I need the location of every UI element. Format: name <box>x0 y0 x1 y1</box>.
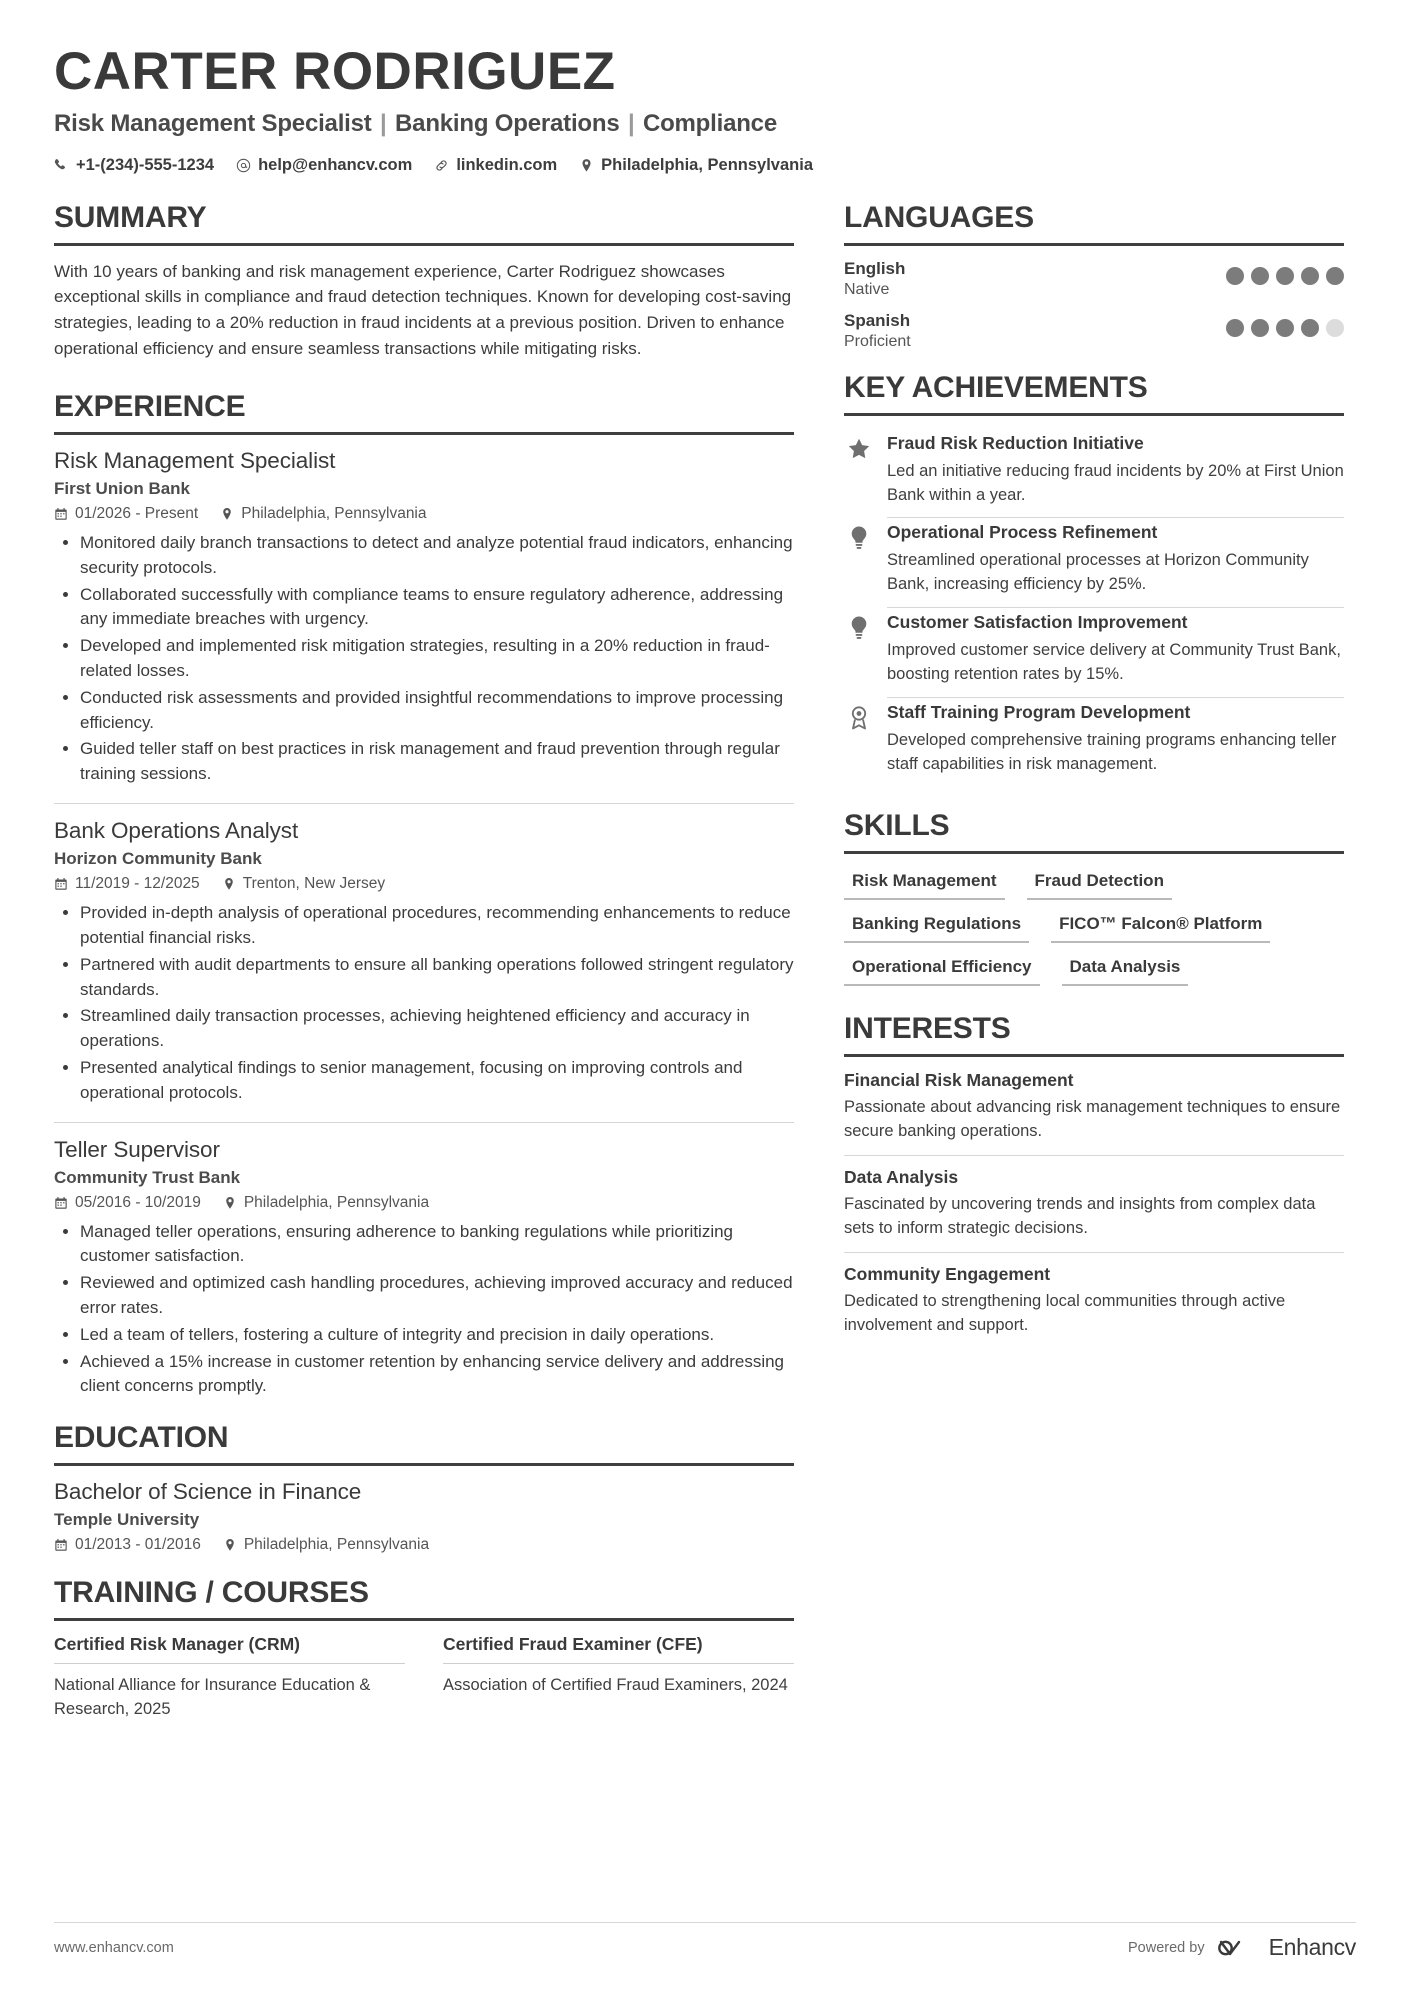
star-icon <box>844 433 874 508</box>
phone-value: +1-(234)-555-1234 <box>76 155 215 174</box>
bullet: • Reviewed and optimized cash handling procedures, achieving improved accuracy and reduced error rates. <box>80 1271 794 1321</box>
achievement-desc: Improved customer service delivery at Community Trust Bank, boosting retention rates by 15%. <box>887 641 1341 684</box>
footer-website[interactable]: www.enhancv.com <box>54 1939 174 1956</box>
achievement-title: Staff Training Program Development <box>887 702 1191 723</box>
education-dates-value: 01/2013 - 01/2016 <box>75 1536 201 1554</box>
contact-location <box>579 156 813 175</box>
training-desc: Association of Certified Fraud Examiners, 2024 <box>443 1676 788 1695</box>
job-bullets <box>58 901 794 1106</box>
section-skills <box>844 809 1344 986</box>
achievement-desc: Led an initiative reducing fraud incidents by 20% at First Union Bank within a year. <box>887 461 1344 504</box>
job-meta <box>54 875 794 893</box>
right-column <box>844 201 1344 1338</box>
experience-entry <box>54 448 794 787</box>
section-achievements <box>844 371 1344 787</box>
training-entry <box>54 1634 405 1722</box>
powered-by-label: Powered by <box>1128 1939 1205 1956</box>
bullet: • Conducted risk assessments and provided insightful recommendations to improve processing efficiency. <box>80 686 794 736</box>
interest-title: Financial Risk Management <box>844 1070 1074 1091</box>
job-location-value: Philadelphia, Pennsylvania <box>241 504 427 522</box>
enhancv-logo-icon <box>1217 1935 1257 1961</box>
achievement-desc: Streamlined operational processes at Horizon Community Bank, increasing efficiency by 25%. <box>887 551 1309 594</box>
rating-dot <box>1276 319 1294 337</box>
education-heading: EDUCATION <box>54 1421 229 1455</box>
achievement-item <box>844 608 1344 697</box>
experience-entry <box>54 1137 794 1400</box>
job-title: Bank Operations Analyst <box>54 818 299 844</box>
job-company: Community Trust Bank <box>54 1167 241 1187</box>
contact-linkedin[interactable] <box>434 156 557 175</box>
bullet: • Led a team of tellers, fostering a culture of integrity and precision in daily operations. <box>80 1323 794 1348</box>
achievements-heading: KEY ACHIEVEMENTS <box>844 370 1148 404</box>
footer-branding <box>1128 1934 1356 1961</box>
skill-tag: Banking Regulations <box>844 910 1029 943</box>
skill-tag: Data Analysis <box>1062 953 1189 986</box>
left-column <box>54 201 794 1722</box>
education-location-value: Philadelphia, Pennsylvania <box>243 1536 430 1554</box>
job-meta <box>54 1194 794 1212</box>
job-bullets <box>58 531 794 787</box>
lightbulb-icon <box>844 522 874 597</box>
job-dates <box>54 875 200 893</box>
job-company: Horizon Community Bank <box>54 849 262 869</box>
job-title: Teller Supervisor <box>54 1136 220 1162</box>
summary-text: With 10 years of banking and risk management experience, Carter Rodriguez showcases exceptional skills in compliance and fraud detection techniques. Known for developing cost-saving strategies, leading to a 20% reduction in fraud incidents at a previous position. Driven to enhance operational efficiency and ensure seamless transactions while mitigating risks. <box>54 261 792 359</box>
link-icon <box>434 158 449 173</box>
language-item <box>844 311 1344 351</box>
headline-separator: | <box>373 109 394 137</box>
bullet: • Developed and implemented risk mitigation strategies, resulting in a 20% reduction in fraud-related losses. <box>80 634 794 684</box>
rating-dot <box>1301 267 1319 285</box>
bullet: • Managed teller operations, ensuring adherence to banking regulations while prioritizing customer satisfaction. <box>80 1220 794 1270</box>
rating-dot <box>1301 319 1319 337</box>
section-education <box>54 1421 794 1554</box>
job-dates <box>54 505 198 523</box>
section-interests <box>844 1012 1344 1338</box>
lightbulb-icon <box>844 612 874 687</box>
job-dates-value: 11/2019 - 12/2025 <box>75 875 200 893</box>
headline-part-3: Compliance <box>642 109 777 137</box>
headline-part-2: Banking Operations <box>395 109 620 137</box>
achievement-title: Customer Satisfaction Improvement <box>887 612 1188 633</box>
section-languages <box>844 201 1344 351</box>
location-pin-icon <box>223 1196 237 1210</box>
contact-row <box>54 156 1356 175</box>
job-location <box>223 1194 429 1212</box>
resume-body <box>54 201 1356 1722</box>
rating-dot-empty <box>1326 319 1344 337</box>
achievement-title: Fraud Risk Reduction Initiative <box>887 432 1144 453</box>
header <box>54 44 1356 175</box>
calendar-icon <box>54 877 68 891</box>
bullet: • Provided in-depth analysis of operational procedures, recommending enhancements to reduce potential financial risks. <box>80 901 794 951</box>
skill-tag: Fraud Detection <box>1027 867 1172 900</box>
headline-separator: | <box>621 109 641 137</box>
job-title: Risk Management Specialist <box>54 447 336 473</box>
contact-email[interactable] <box>236 156 412 175</box>
job-dates <box>54 1194 201 1212</box>
language-rating <box>1226 259 1344 285</box>
award-icon <box>844 702 874 777</box>
skill-tag: FICO™ Falcon® Platform <box>1051 910 1270 943</box>
contact-phone <box>54 156 214 175</box>
bullet: • Monitored daily branch transactions to detect and analyze potential fraud indicators, enhancing security protocols. <box>80 531 794 581</box>
section-summary <box>54 201 794 362</box>
location-pin-icon <box>220 507 234 521</box>
skills-list <box>844 867 1344 986</box>
job-company: First Union Bank <box>54 478 191 498</box>
bullet: • Streamlined daily transaction processes, achieving heightened efficiency and accuracy in operations. <box>80 1004 794 1054</box>
interest-divider <box>844 1252 1344 1253</box>
training-title: Certified Fraud Examiner (CFE) <box>443 1634 794 1664</box>
location-pin-icon <box>223 1538 237 1552</box>
interest-item <box>844 1264 1344 1338</box>
bullet: • Achieved a 15% increase in customer retention by enhancing service delivery and addressing client concerns promptly. <box>80 1350 794 1400</box>
education-meta <box>54 1536 794 1554</box>
phone-icon <box>54 158 69 173</box>
job-location <box>220 505 426 523</box>
language-level: Native <box>844 280 890 298</box>
achievement-desc: Developed comprehensive training programs enhancing teller staff capabilities in risk management. <box>887 731 1337 774</box>
headline-part-1: Risk Management Specialist <box>54 109 372 137</box>
skill-tag: Risk Management <box>844 867 1005 900</box>
entry-divider <box>54 803 794 804</box>
education-dates <box>54 1536 201 1554</box>
calendar-icon <box>54 1538 68 1552</box>
job-meta <box>54 505 794 523</box>
section-rule <box>844 413 1344 416</box>
footer <box>54 1934 1356 1961</box>
interest-desc: Dedicated to strengthening local communities through active involvement and support. <box>844 1291 1286 1334</box>
rating-dot <box>1276 267 1294 285</box>
footer-divider <box>54 1922 1356 1923</box>
interest-item <box>844 1167 1344 1241</box>
language-level: Proficient <box>844 332 911 350</box>
summary-heading: SUMMARY <box>54 200 207 234</box>
achievement-item <box>844 429 1344 518</box>
language-name: Spanish <box>844 310 911 330</box>
location-pin-icon <box>579 158 594 173</box>
section-experience <box>54 390 794 1399</box>
section-rule <box>54 1463 794 1466</box>
training-heading: TRAINING / COURSES <box>54 1576 369 1610</box>
section-rule <box>844 243 1344 246</box>
section-rule <box>844 1054 1344 1057</box>
location-pin-icon <box>222 877 236 891</box>
linkedin-value: linkedin.com <box>456 155 558 174</box>
languages-heading: LANGUAGES <box>844 200 1034 234</box>
training-desc: National Alliance for Insurance Education & Research, 2025 <box>54 1676 371 1719</box>
job-bullets <box>58 1220 794 1400</box>
page-title: CARTER RODRIGUEZ <box>54 42 616 101</box>
achievement-title: Operational Process Refinement <box>887 522 1158 543</box>
interest-desc: Passionate about advancing risk management techniques to ensure secure banking operations. <box>844 1098 1341 1140</box>
degree-title: Bachelor of Science in Finance <box>54 1479 362 1505</box>
rating-dot <box>1226 319 1244 337</box>
training-title: Certified Risk Manager (CRM) <box>54 1634 405 1664</box>
section-rule <box>54 432 794 435</box>
achievement-item <box>844 518 1344 607</box>
calendar-icon <box>54 1196 68 1210</box>
job-dates-value: 05/2016 - 10/2019 <box>75 1193 201 1211</box>
education-entry <box>54 1479 794 1554</box>
location-value: Philadelphia, Pennsylvania <box>601 155 813 174</box>
email-value: help@enhancv.com <box>258 155 413 174</box>
training-entry <box>443 1634 794 1722</box>
school-name: Temple University <box>54 1510 200 1530</box>
job-location-value: Trenton, New Jersey <box>242 875 386 893</box>
professional-headline <box>54 110 1356 138</box>
achievement-item <box>844 698 1344 787</box>
interest-title: Data Analysis <box>844 1166 959 1187</box>
rating-dot <box>1226 267 1244 285</box>
bullet: • Collaborated successfully with compliance teams to ensure regulatory adherence, addressing any immediate breaches with urgency. <box>80 583 794 633</box>
interest-desc: Fascinated by uncovering trends and insights from complex data sets to inform strategic decisions. <box>844 1194 1316 1237</box>
section-rule <box>54 243 794 246</box>
job-dates-value: 01/2026 - Present <box>75 504 199 522</box>
experience-heading: EXPERIENCE <box>54 389 246 423</box>
interests-heading: INTERESTS <box>844 1012 1011 1046</box>
rating-dot <box>1251 267 1269 285</box>
rating-dot <box>1251 319 1269 337</box>
rating-dot <box>1326 267 1344 285</box>
bullet: • Partnered with audit departments to ensure all banking operations followed stringent regulatory standards. <box>80 953 794 1003</box>
training-grid <box>54 1634 794 1722</box>
education-location <box>223 1536 429 1554</box>
interest-title: Community Engagement <box>844 1263 1051 1284</box>
calendar-icon <box>54 507 68 521</box>
brand-name: Enhancv <box>1268 1934 1356 1960</box>
skills-heading: SKILLS <box>844 809 950 843</box>
entry-divider <box>54 1122 794 1123</box>
interest-divider <box>844 1155 1344 1156</box>
experience-entry <box>54 818 794 1106</box>
section-rule <box>54 1618 794 1621</box>
skill-tag: Operational Efficiency <box>844 953 1040 986</box>
section-training <box>54 1576 794 1722</box>
job-location-value: Philadelphia, Pennsylvania <box>243 1193 430 1211</box>
bullet: • Guided teller staff on best practices in risk management and fraud prevention through regular training sessions. <box>80 737 794 787</box>
interest-item <box>844 1070 1344 1144</box>
job-location <box>222 875 385 893</box>
section-rule <box>844 851 1344 854</box>
language-rating <box>1226 311 1344 337</box>
email-icon <box>236 158 251 173</box>
language-item <box>844 259 1344 299</box>
language-name: English <box>844 258 906 278</box>
bullet: • Presented analytical findings to senior management, focusing on improving controls and operational protocols. <box>80 1056 794 1106</box>
